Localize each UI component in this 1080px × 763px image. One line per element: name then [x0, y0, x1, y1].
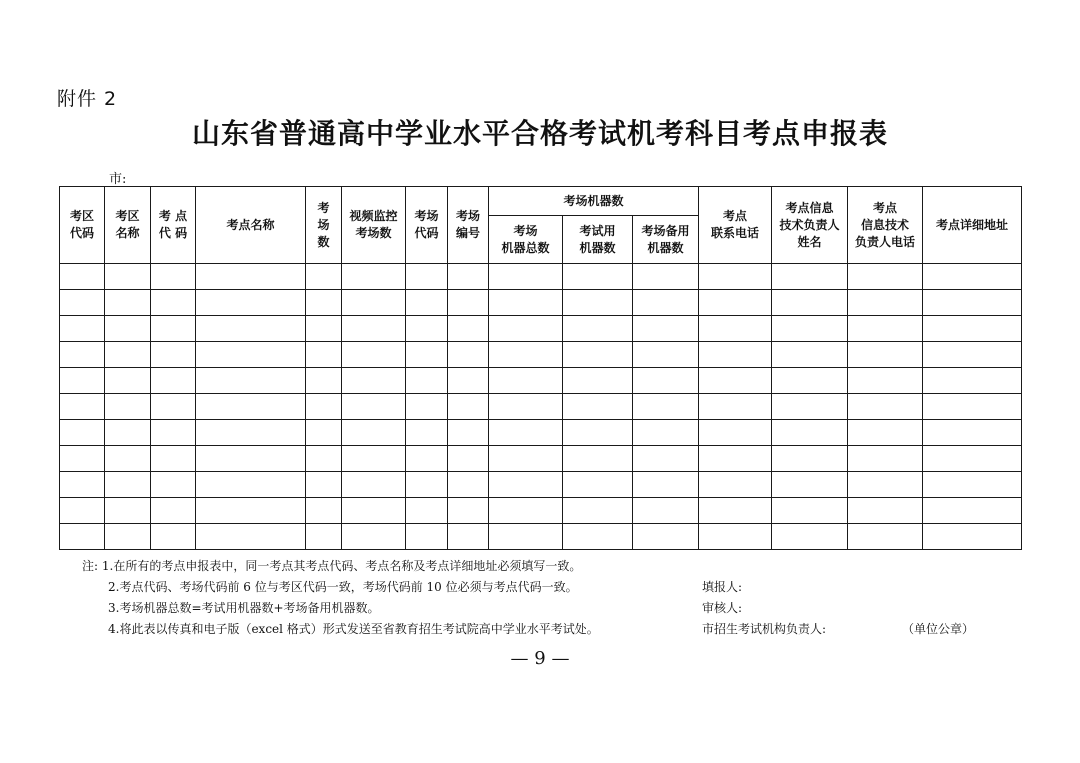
header-room-count: 考 场 数 — [306, 187, 342, 264]
header-district-name: 考区 名称 — [105, 187, 151, 264]
table-cell[interactable] — [342, 316, 406, 342]
table-cell[interactable] — [196, 316, 306, 342]
table-cell[interactable] — [489, 420, 563, 446]
table-cell[interactable] — [848, 290, 923, 316]
table-cell[interactable] — [848, 472, 923, 498]
note-item-3: 3.考场机器总数=考试用机器数+考场备用机器数。 — [108, 601, 380, 615]
table-cell[interactable] — [196, 368, 306, 394]
header-video-rooms: 视频监控 考场数 — [342, 187, 406, 264]
table-row — [60, 368, 1022, 394]
table-cell[interactable] — [633, 472, 699, 498]
table-cell[interactable] — [342, 264, 406, 290]
table-cell[interactable] — [699, 420, 772, 446]
table-cell[interactable] — [848, 342, 923, 368]
table-cell[interactable] — [923, 342, 1022, 368]
table-cell[interactable] — [923, 420, 1022, 446]
table-cell[interactable] — [633, 290, 699, 316]
table-cell[interactable] — [60, 342, 105, 368]
table-cell[interactable] — [448, 498, 489, 524]
signer-director: 市招生考试机构负责人: — [702, 622, 827, 636]
note-line-3 — [82, 598, 1042, 619]
table-cell[interactable] — [699, 264, 772, 290]
table-cell[interactable] — [342, 472, 406, 498]
table-cell[interactable] — [406, 446, 448, 472]
table-cell[interactable] — [196, 394, 306, 420]
table-cell[interactable] — [406, 316, 448, 342]
table-cell[interactable] — [772, 264, 848, 290]
table-cell[interactable] — [563, 368, 633, 394]
table-cell[interactable] — [489, 394, 563, 420]
table-cell[interactable] — [699, 394, 772, 420]
table-cell[interactable] — [306, 368, 342, 394]
table-row — [60, 264, 1022, 290]
table-cell[interactable] — [489, 264, 563, 290]
table-cell[interactable] — [306, 316, 342, 342]
table-cell[interactable] — [848, 524, 923, 550]
table-row — [60, 472, 1022, 498]
table-cell[interactable] — [448, 394, 489, 420]
table-cell[interactable] — [306, 446, 342, 472]
table-cell[interactable] — [105, 420, 151, 446]
table-cell[interactable] — [633, 368, 699, 394]
table-cell[interactable] — [699, 316, 772, 342]
table-cell[interactable] — [772, 524, 848, 550]
table-cell[interactable] — [563, 498, 633, 524]
table-cell[interactable] — [772, 290, 848, 316]
table-cell[interactable] — [699, 368, 772, 394]
table-cell[interactable] — [772, 342, 848, 368]
table-cell[interactable] — [448, 524, 489, 550]
table-cell[interactable] — [151, 498, 196, 524]
table-cell[interactable] — [151, 290, 196, 316]
table-cell[interactable] — [489, 524, 563, 550]
table-cell[interactable] — [105, 342, 151, 368]
table-cell[interactable] — [105, 524, 151, 550]
table-cell[interactable] — [699, 290, 772, 316]
table-cell[interactable] — [633, 420, 699, 446]
table-cell[interactable] — [699, 342, 772, 368]
table-cell[interactable] — [60, 524, 105, 550]
table-cell[interactable] — [848, 264, 923, 290]
header-it-phone: 考点 信息技术 负责人电话 — [848, 187, 923, 264]
table-cell[interactable] — [563, 316, 633, 342]
note-line-1 — [82, 556, 1042, 577]
table-cell[interactable] — [699, 498, 772, 524]
table-cell[interactable] — [699, 472, 772, 498]
table-cell[interactable] — [406, 342, 448, 368]
header-machines-exam: 考试用 机器数 — [563, 216, 633, 264]
table-cell[interactable] — [923, 498, 1022, 524]
table-cell[interactable] — [406, 264, 448, 290]
table-cell[interactable] — [563, 472, 633, 498]
table-cell[interactable] — [489, 368, 563, 394]
table-cell[interactable] — [772, 420, 848, 446]
header-contact-phone: 考点 联系电话 — [699, 187, 772, 264]
table-cell[interactable] — [151, 420, 196, 446]
table-cell[interactable] — [448, 420, 489, 446]
table-cell[interactable] — [196, 264, 306, 290]
table-cell[interactable] — [633, 524, 699, 550]
table-cell[interactable] — [406, 394, 448, 420]
table-cell[interactable] — [489, 498, 563, 524]
table-cell[interactable] — [448, 342, 489, 368]
page-title: 山东省普通高中学业水平合格考试机考科目考点申报表 — [191, 117, 888, 150]
table-cell[interactable] — [60, 446, 105, 472]
table-cell[interactable] — [563, 290, 633, 316]
table-cell[interactable] — [633, 342, 699, 368]
table-cell[interactable] — [563, 264, 633, 290]
table-cell[interactable] — [306, 264, 342, 290]
table-cell[interactable] — [633, 394, 699, 420]
table-cell[interactable] — [151, 342, 196, 368]
note-item-1: 1.在所有的考点申报表中，同一考点其考点代码、考点名称及考点详细地址必须填写一致。 — [101, 559, 582, 573]
table-cell[interactable] — [342, 394, 406, 420]
table-cell[interactable] — [306, 342, 342, 368]
table-cell[interactable] — [342, 420, 406, 446]
table-cell[interactable] — [151, 264, 196, 290]
table-cell[interactable] — [342, 446, 406, 472]
page-number: — 9 — — [510, 648, 570, 669]
table-cell[interactable] — [105, 290, 151, 316]
table-cell[interactable] — [848, 498, 923, 524]
table-cell[interactable] — [342, 342, 406, 368]
table-cell[interactable] — [923, 394, 1022, 420]
table-cell[interactable] — [772, 472, 848, 498]
table-cell[interactable] — [923, 524, 1022, 550]
table-cell[interactable] — [60, 498, 105, 524]
seal-label: （单位公章） — [902, 622, 975, 636]
table-cell[interactable] — [489, 472, 563, 498]
table-cell[interactable] — [105, 498, 151, 524]
header-machines-total: 考场 机器总数 — [489, 216, 563, 264]
table-row — [60, 420, 1022, 446]
header-site-code: 考 点 代 码 — [151, 187, 196, 264]
table-cell[interactable] — [563, 420, 633, 446]
table-cell[interactable] — [60, 394, 105, 420]
table-cell[interactable] — [489, 342, 563, 368]
table-cell[interactable] — [60, 290, 105, 316]
table-cell[interactable] — [699, 446, 772, 472]
header-district-code: 考区 代码 — [60, 187, 105, 264]
table-body — [60, 264, 1022, 550]
table-cell[interactable] — [448, 368, 489, 394]
table-cell[interactable] — [306, 420, 342, 446]
table-cell[interactable] — [448, 446, 489, 472]
header-it-name: 考点信息 技术负责人 姓名 — [772, 187, 848, 264]
table-cell[interactable] — [923, 316, 1022, 342]
table-cell[interactable] — [342, 290, 406, 316]
table-cell[interactable] — [848, 394, 923, 420]
table-cell[interactable] — [489, 316, 563, 342]
table-cell[interactable] — [306, 290, 342, 316]
note-line-4 — [82, 619, 1042, 640]
table-cell[interactable] — [406, 498, 448, 524]
table-cell[interactable] — [196, 498, 306, 524]
table-cell[interactable] — [923, 368, 1022, 394]
table-cell[interactable] — [848, 316, 923, 342]
table-cell[interactable] — [60, 316, 105, 342]
table-row — [60, 524, 1022, 550]
table-cell[interactable] — [772, 394, 848, 420]
table-row — [60, 316, 1022, 342]
note-line-2 — [82, 577, 1042, 598]
note-item-2: 2.考点代码、考场代码前 6 位与考区代码一致，考场代码前 10 位必须与考点代码一致。 — [108, 580, 578, 594]
table-cell[interactable] — [196, 524, 306, 550]
notes-prefix: 注: — [82, 559, 99, 573]
table-cell[interactable] — [848, 446, 923, 472]
table-cell[interactable] — [105, 264, 151, 290]
table-cell[interactable] — [105, 368, 151, 394]
signer-filler: 填报人: — [702, 580, 743, 594]
table-cell[interactable] — [151, 316, 196, 342]
table-cell[interactable] — [306, 524, 342, 550]
table-cell[interactable] — [196, 420, 306, 446]
table-cell[interactable] — [60, 420, 105, 446]
table-cell[interactable] — [306, 394, 342, 420]
table-cell[interactable] — [848, 368, 923, 394]
table-row — [60, 342, 1022, 368]
table-cell[interactable] — [406, 420, 448, 446]
table-cell[interactable] — [633, 446, 699, 472]
table-cell[interactable] — [60, 264, 105, 290]
table-cell[interactable] — [196, 290, 306, 316]
notes-section — [82, 556, 1042, 640]
table-cell[interactable] — [151, 472, 196, 498]
table-cell[interactable] — [151, 394, 196, 420]
header-room-code: 考场 代码 — [406, 187, 448, 264]
table-cell[interactable] — [923, 290, 1022, 316]
table-cell[interactable] — [489, 290, 563, 316]
table-cell[interactable] — [448, 264, 489, 290]
table-cell[interactable] — [406, 290, 448, 316]
table-cell[interactable] — [406, 524, 448, 550]
table-cell[interactable] — [306, 472, 342, 498]
table-cell[interactable] — [448, 290, 489, 316]
table-cell[interactable] — [342, 368, 406, 394]
table-cell[interactable] — [60, 472, 105, 498]
table-cell[interactable] — [772, 316, 848, 342]
table-cell[interactable] — [448, 472, 489, 498]
table-cell[interactable] — [563, 446, 633, 472]
header-address: 考点详细地址 — [923, 187, 1022, 264]
table-cell[interactable] — [196, 446, 306, 472]
table-cell[interactable] — [772, 446, 848, 472]
table-cell[interactable] — [342, 524, 406, 550]
table-row — [60, 446, 1022, 472]
table-row — [60, 498, 1022, 524]
table-cell[interactable] — [60, 368, 105, 394]
city-label: 市: — [109, 172, 127, 187]
table-cell[interactable] — [772, 498, 848, 524]
table-cell[interactable] — [633, 264, 699, 290]
table-cell[interactable] — [448, 316, 489, 342]
table-cell[interactable] — [489, 446, 563, 472]
attachment-label: 附件 2 — [57, 88, 118, 110]
table-cell[interactable] — [105, 394, 151, 420]
table-cell[interactable] — [923, 472, 1022, 498]
table-cell[interactable] — [306, 498, 342, 524]
table-row — [60, 394, 1022, 420]
header-machines-backup: 考场备用 机器数 — [633, 216, 699, 264]
table-cell[interactable] — [105, 472, 151, 498]
table-cell[interactable] — [923, 446, 1022, 472]
table-cell[interactable] — [151, 524, 196, 550]
table-cell[interactable] — [406, 368, 448, 394]
table-cell[interactable] — [196, 472, 306, 498]
table-cell[interactable] — [699, 524, 772, 550]
table-cell[interactable] — [563, 394, 633, 420]
report-table — [59, 186, 1022, 550]
table-cell[interactable] — [563, 342, 633, 368]
header-room-number: 考场 编号 — [448, 187, 489, 264]
table-cell[interactable] — [105, 446, 151, 472]
header-site-name: 考点名称 — [196, 187, 306, 264]
table-cell[interactable] — [105, 316, 151, 342]
header-machines-group: 考场机器数 — [489, 187, 699, 216]
table-row — [60, 290, 1022, 316]
table-cell[interactable] — [151, 368, 196, 394]
table-cell[interactable] — [406, 472, 448, 498]
note-item-4: 4.将此表以传真和电子版（excel 格式）形式发送至省教育招生考试院高中学业水平考试处。 — [108, 622, 599, 636]
table-cell[interactable] — [633, 498, 699, 524]
table-cell[interactable] — [563, 524, 633, 550]
table-cell[interactable] — [772, 368, 848, 394]
table-cell[interactable] — [848, 420, 923, 446]
signer-reviewer: 审核人: — [702, 601, 743, 615]
table-cell[interactable] — [923, 264, 1022, 290]
table-cell[interactable] — [151, 446, 196, 472]
table-cell[interactable] — [196, 342, 306, 368]
table-cell[interactable] — [342, 498, 406, 524]
table-cell[interactable] — [633, 316, 699, 342]
